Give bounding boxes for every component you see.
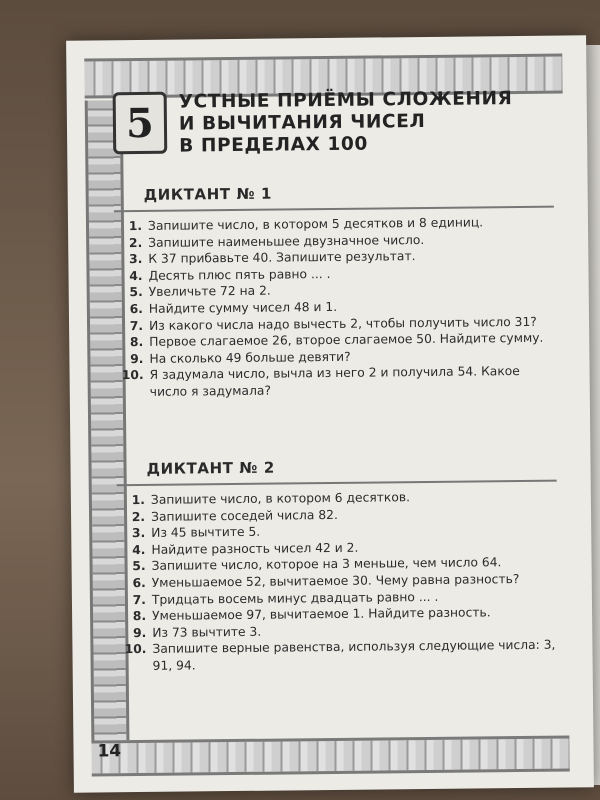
chapter-title-line: В ПРЕДЕЛАХ 100 [179,133,369,157]
list-item: 9. На сколько 49 больше девяти? [130,349,351,366]
list-item: 3. К 37 прибавьте 40. Запишите результат. [129,249,416,267]
workbook-page [66,35,594,792]
dictation-2 [116,456,558,675]
list-item: 9. Из 73 вычтите 3. [132,624,262,640]
list-item: 3. Из 45 вычтите 5. [131,524,261,541]
chapter-number-badge: 5 [113,92,168,155]
list-item: 7. Из какого числа надо вычесть 2, чтобы получить число 31? [129,314,537,333]
dictation-heading: ДИКТАНТ № 2 [116,456,556,487]
dictation-heading: ДИКТАНТ № 1 [114,182,554,213]
list-item: 6. Уменьшаемое 52, вычитаемое 30. Чему равна разность? [132,571,520,591]
list-item: 4. Десять плюс пять равно ... . [129,266,331,283]
list-item: 8. Уменьшаемое 97, вычитаемое 1. Найдите разность. [132,605,491,624]
list-item: 6. Найдите сумму чисел 48 и 1. [129,299,338,317]
list-item: 10. Запишите верные равенства, используя следующие числа: 3, 91, 94. [124,637,556,673]
list-item: 1. Запишите число, в котором 6 десятков. [131,490,411,508]
chapter-title [179,88,540,158]
list-item: 2. Запишите соседей числа 82. [131,507,338,524]
list-item: 2. Запишите наименьшее двузначное число. [128,232,425,250]
chapter-title-line: И ВЫЧИТАНИЯ ЧИСЕЛ [178,110,426,135]
list-item: 10. Я задумала число, вычла из него 2 и получила 54. Какое число я задумала? [121,364,520,399]
list-item: 5. Запишите число, которое на 3 меньше, чем число 64. [132,555,502,574]
list-item: 1. Запишите число, в котором 5 десятков и 8 единиц. [128,215,484,234]
list-item: 8. Первое слагаемое 26, второе слагаемое 50. Найдите сумму. [129,330,544,350]
page-number: 14 [97,741,122,762]
list-item: 7. Тридцать восемь минус двадцать равно ... . [132,589,439,607]
list-item: 4. Найдите разность чисел 42 и 2. [132,540,359,557]
list-item: 5. Увеличьте 72 на 2. [129,283,271,300]
decorative-film-strip-bottom [91,736,569,777]
dictation-1 [114,182,556,401]
chapter-title-line: УСТНЫЕ ПРИЁМЫ СЛОЖЕНИЯ [178,88,513,113]
